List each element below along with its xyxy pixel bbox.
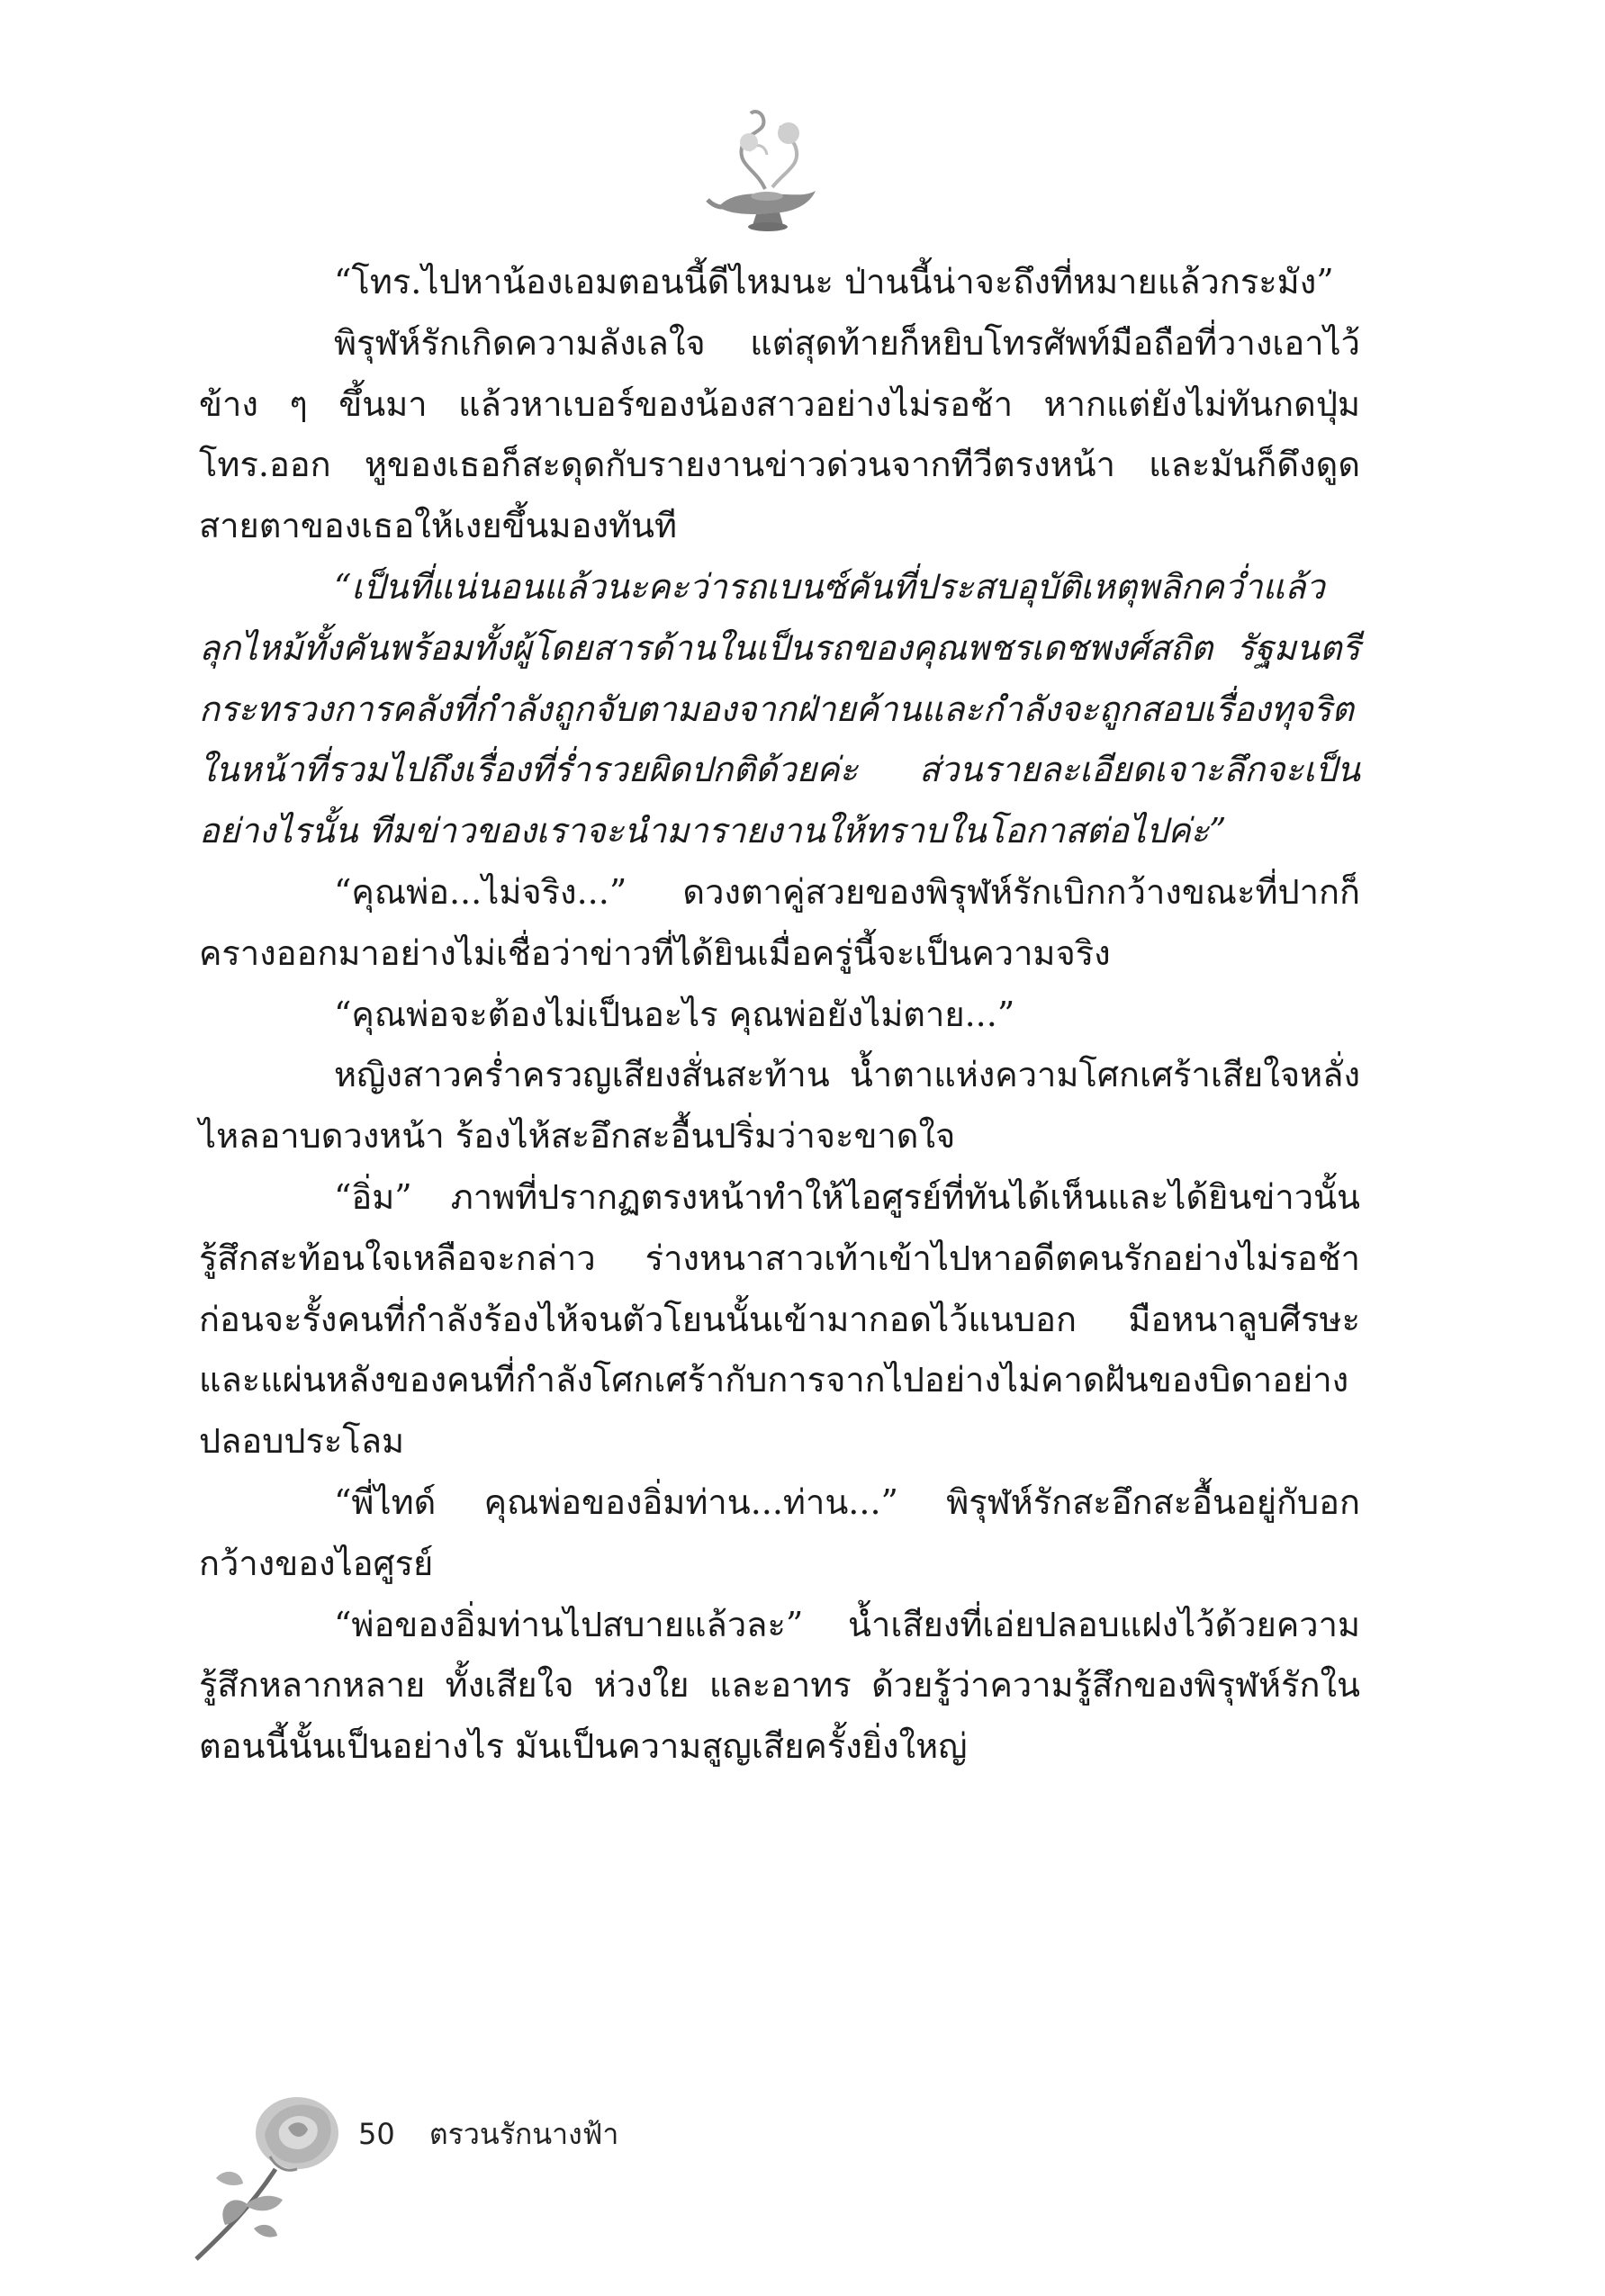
paragraph: หญิงสาวคร่ำครวญเสียงสั่นสะท้าน น้ำตาแห่งความโศกเศร้าเสียใจหลั่งไหลอาบดวงหน้า ร้องไห้สะอึกสะอื้นปริ่มว่าจะขาดใจ xyxy=(199,1055,1360,1157)
page-folio xyxy=(358,2111,618,2157)
book-title: ตรวนรักนางฟ้า xyxy=(428,2117,619,2151)
paragraph: “โทร.ไปหาน้องเอมตอนนี้ดีไหมนะ ป่านนี้น่าจะถึงที่หมายแล้วกระมัง” xyxy=(334,262,1334,302)
paragraph: “พี่ไทด์ คุณพ่อของอิ่มท่าน...ท่าน...” พิรุฬห์รักสะอึกสะอื้นอยู่กับอกกว้างของไอศูรย์ xyxy=(199,1481,1360,1583)
genie-lamp-icon xyxy=(702,106,828,241)
page-footer xyxy=(189,2070,729,2277)
paragraph: “อิ่ม” ภาพที่ปรากฏตรงหน้าทำให้ไอศูรย์ที่ทันได้เห็นและได้ยินข่าวนั้นรู้สึกสะท้อนใจเหลือจะกล่าว ร่างหนาสาวเท้าเข้าไปหาอดีตคนรักอย่างไม่รอช้า ก่อนจะรั้งคนที่กำลังร้องไห้จนตัวโยนนั้นเข้ามากอดไว้แนบอก มือหนาลูบศีรษะและแผ่นหลังของคนที่กำลังโศกเศร้ากับการจากไปอย่างไม่คาดฝันของบิดาอย่างปลอบประโลม xyxy=(199,1176,1360,1462)
news-report-paragraph: “เป็นที่แน่นอนแล้วนะคะว่ารถเบนซ์คันที่ประสบอุบัติเหตุพลิกคว่ำแล้วลุกไหม้ทั้งคันพร้อมทั้งผู้โดยสารด้านในเป็นรถของคุณพชรเดชพงศ์สถิต รัฐมนตรีกระทรวงการคลังที่กำลังถูกจับตามองจากฝ่ายค้านและกำลังจะถูกสอบเรื่องทุจริตในหน้าที่รวมไปถึงเรื่องที่ร่ำรวยผิดปกติด้วยค่ะ ส่วนรายละเอียดเจาะลึกจะเป็นอย่างไรนั้น ทีมข่าวของเราจะนำมารายงานให้ทราบในโอกาสต่อไปค่ะ” xyxy=(199,566,1360,851)
page-number: 50 xyxy=(358,2117,395,2151)
paragraph: “พ่อของอิ่มท่านไปสบายแล้วละ” น้ำเสียงที่เอ่ยปลอบแฝงไว้ด้วยความรู้สึกหลากหลาย ทั้งเสียใจ ห่วงใย และอาทร ด้วยรู้ว่าความรู้สึกของพิรุฬห์รักในตอนนี้นั้นเป็นอย่างไร มันเป็นความสูญเสียครั้งยิ่งใหญ่ xyxy=(199,1604,1360,1767)
paragraph: พิรุฬห์รักเกิดความลังเลใจ แต่สุดท้ายก็หยิบโทรศัพท์มือถือที่วางเอาไว้ข้าง ๆ ขึ้นมา แล้วหาเบอร์ของน้องสาวอย่างไม่รอช้า หากแต่ยังไม่ทันกดปุ่มโทร.ออก หูของเธอก็สะดุดกับรายงานข่าวด่วนจากทีวีตรงหน้า และมันก็ดึงดูดสายตาของเธอให้เงยขึ้นมองทันที xyxy=(199,322,1360,546)
story-text xyxy=(199,252,1360,1778)
paragraph: “คุณพ่อ...ไม่จริง...” ดวงตาคู่สวยของพิรุฬห์รักเบิกกว้างขณะที่ปากก็ครางออกมาอย่างไม่เชื่อว่าข่าวที่ได้ยินเมื่อครู่นี้จะเป็นความจริง xyxy=(199,871,1360,973)
paragraph: “คุณพ่อจะต้องไม่เป็นอะไร คุณพ่อยังไม่ตาย...” xyxy=(334,994,1015,1034)
rose-icon xyxy=(189,2070,351,2268)
